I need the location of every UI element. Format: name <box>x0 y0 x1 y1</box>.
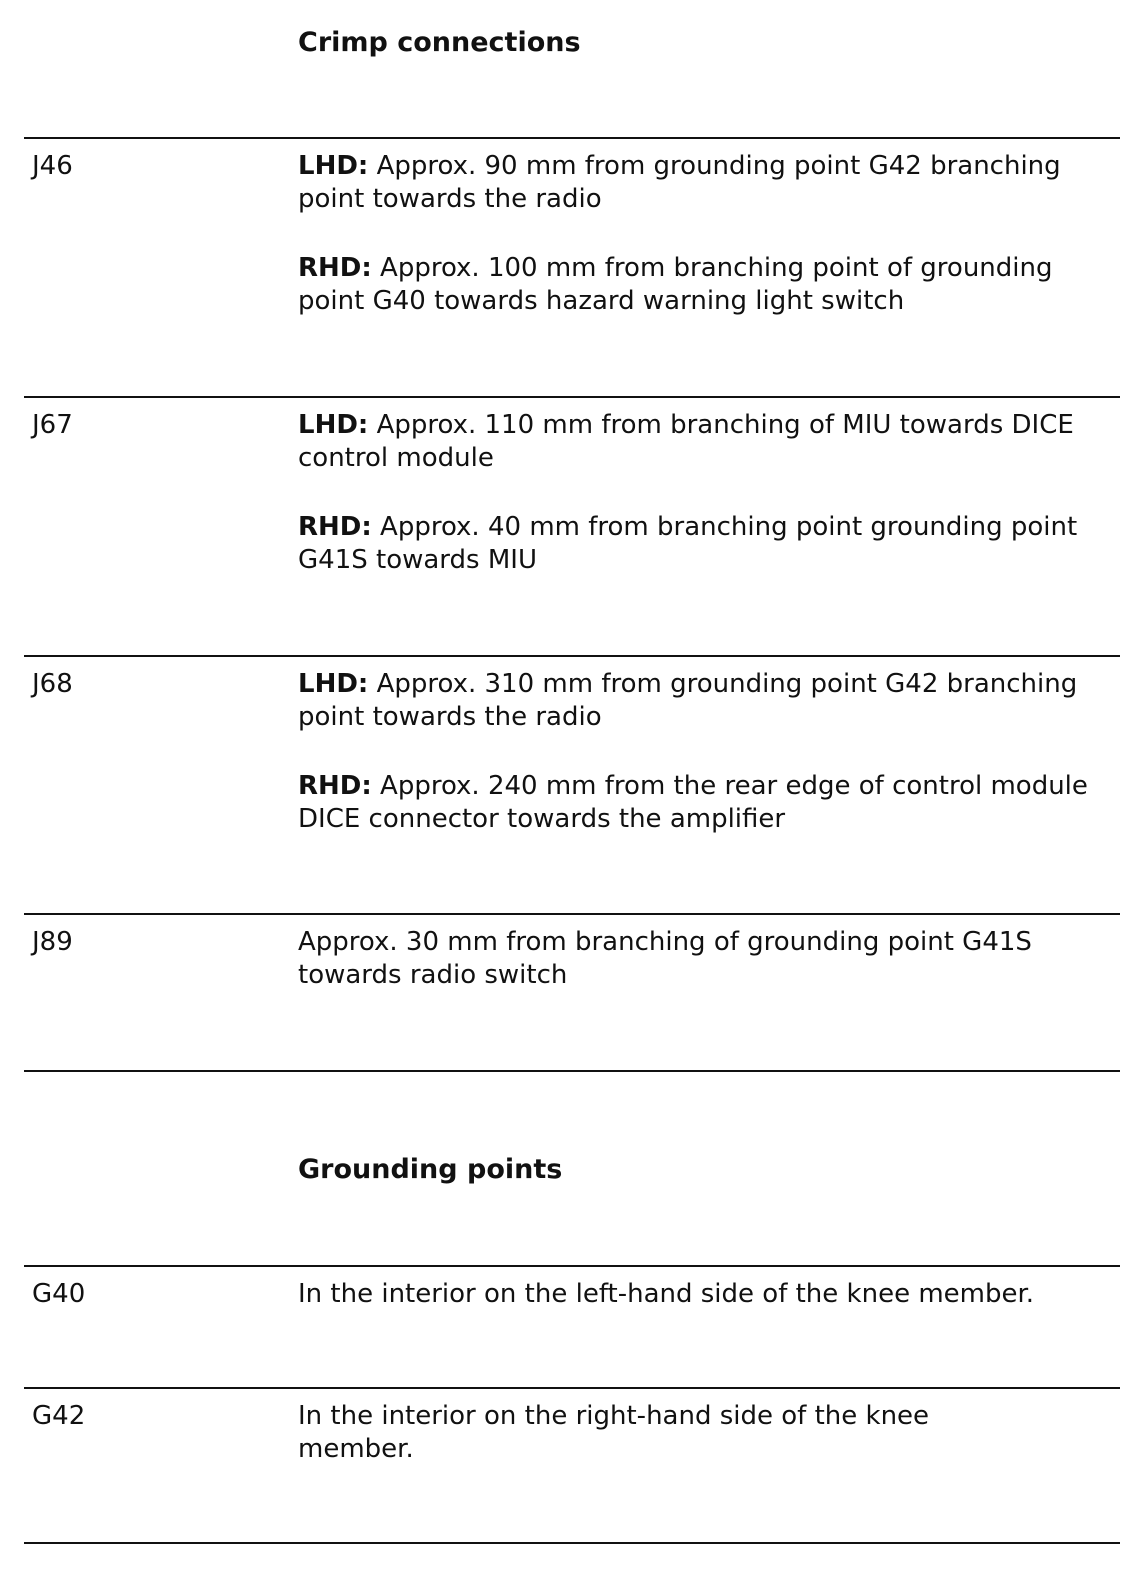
lhd-text: Approx. 90 mm from grounding point G42 branching point towards the radio <box>298 151 1061 214</box>
crimp-description-j89 <box>298 926 1118 992</box>
lhd-line <box>298 150 1118 216</box>
rhd-line <box>298 770 1118 836</box>
rhd-text: Approx. 40 mm from branching point grounding point G41S towards MIU <box>298 512 1078 575</box>
divider <box>24 655 1120 657</box>
crimp-description-j68 <box>298 668 1118 836</box>
rhd-line <box>298 511 1118 577</box>
grounding-description-g40 <box>298 1278 1118 1311</box>
lhd-text: Approx. 310 mm from grounding point G42 branching point towards the radio <box>298 669 1078 732</box>
divider <box>24 1265 1120 1267</box>
rhd-label: RHD: <box>298 512 372 542</box>
crimp-connections-heading: Crimp connections <box>298 27 581 58</box>
grounding-description-g42 <box>298 1400 998 1466</box>
rhd-line <box>298 252 1118 318</box>
divider <box>24 396 1120 398</box>
crimp-description-j67 <box>298 409 1118 577</box>
rhd-label: RHD: <box>298 253 372 283</box>
divider <box>24 1542 1120 1544</box>
grounding-code-g42: G42 <box>32 1401 86 1431</box>
crimp-description-j46 <box>298 150 1118 318</box>
grounding-code-g40: G40 <box>32 1279 86 1309</box>
crimp-code-j89: J89 <box>32 927 73 957</box>
description-text: In the interior on the right-hand side of the knee member. <box>298 1401 930 1464</box>
divider <box>24 137 1120 139</box>
rhd-label: RHD: <box>298 771 372 801</box>
rhd-text: Approx. 240 mm from the rear edge of control module DICE connector towards the amplifier <box>298 771 1088 834</box>
rhd-text: Approx. 100 mm from branching point of grounding point G40 towards hazard warning light switch <box>298 253 1053 316</box>
divider <box>24 913 1120 915</box>
divider <box>24 1070 1120 1072</box>
divider <box>24 1387 1120 1389</box>
lhd-line <box>298 668 1118 734</box>
lhd-text: Approx. 110 mm from branching of MIU towards DICE control module <box>298 410 1074 473</box>
description-text: In the interior on the left-hand side of the knee member. <box>298 1279 1035 1309</box>
crimp-code-j68: J68 <box>32 669 73 699</box>
lhd-line <box>298 409 1118 475</box>
lhd-label: LHD: <box>298 410 369 440</box>
grounding-points-heading: Grounding points <box>298 1154 563 1185</box>
lhd-label: LHD: <box>298 669 369 699</box>
description-text: Approx. 30 mm from branching of grounding point G41S towards radio switch <box>298 927 1032 990</box>
lhd-label: LHD: <box>298 151 369 181</box>
crimp-code-j67: J67 <box>32 410 73 440</box>
crimp-code-j46: J46 <box>32 151 73 181</box>
